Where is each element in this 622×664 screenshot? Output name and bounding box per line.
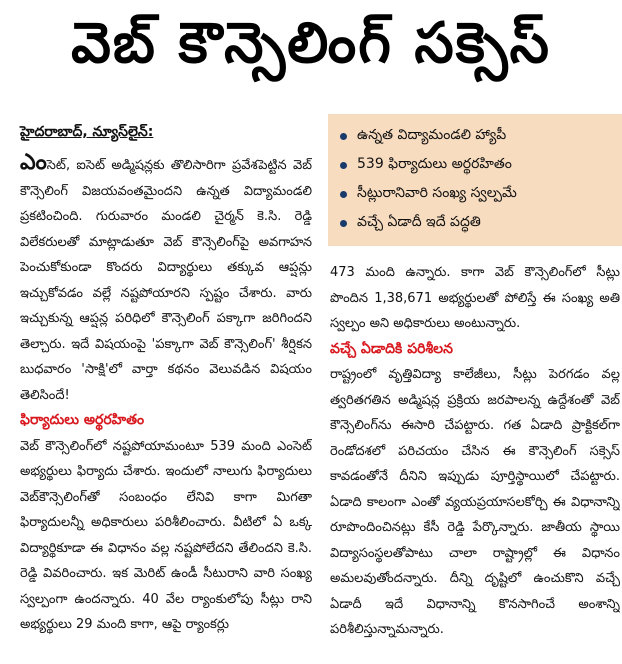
article-paragraph: రాష్ట్రంలో వృత్తివిద్యా కాలేజీలు, సీట్లు పెరగడం వల్ల త్వరితగతిన అడ్మిషన్ల ప్రక్రియ జరపాలన్న ఉద్దేశంతో వెబ్ కౌన్సెలింగ్‌ను ఈసారి చేపట్టారు. గత ఏడాది ప్రాక్టికల్‌గా రెండోదశలో పరిచయం చేసిన ఈ కౌన్సెలింగ్ సక్సెస్ కావడంతోనే దీనిని ఇప్పుడు పూర్తిస్థాయిలో చేపట్టారు. ఏడాది కాలంగా ఎంతో వ్యయప్రయాసలకోర్చి ఈ విధానాన్ని రూపొందించినట్లు కేసీ రెడ్డి పేర్కొన్నారు. జాతీయ స్థాయి విద్యాసంస్థలతోపాటు చాలా రాష్ట్రాల్లో ఈ విధానం అమలవుతోందన్నారు. దీన్ని దృష్టిలో ఉంచుకొని వచ్చే ఏడాదీ ఇదే విధానాన్ని కొనసాగించే అంశాన్ని పరిశీలిస్తున్నామన్నారు. <box>330 367 620 637</box>
highlights-box <box>328 114 622 246</box>
dateline: హైదరాబాద్, న్యూస్‌లైన్: <box>20 124 154 140</box>
right-column <box>330 260 620 664</box>
highlight-text: ఉన్నత విద్యామండలి హ్యాపీ <box>357 127 507 143</box>
bullet-icon <box>340 133 347 140</box>
highlight-item <box>340 122 612 151</box>
headline: వెబ్ కౌన్సెలింగ్ సక్సెస్ <box>71 10 551 76</box>
subheading-next-year: వచ్చే ఏడాదికి పరిశీలన <box>330 340 453 357</box>
highlight-item <box>340 209 612 238</box>
highlight-item <box>340 180 612 209</box>
article-paragraph: ఎంసెట్, ఐసెట్ అడ్మిషన్లకు తొలిసారిగా ప్రవేశపెట్టిన వెబ్ కౌన్సెలింగ్ విజయవంతమైందని ఉన్నత విద్యామండలి ప్రకటించింది. గురువారం మండలి చైర్మన్ కె.సి. రెడ్డి విలేకరులతో మాట్లాడుతూ వెబ్ కౌన్సెలింగ్‌పై అవగాహన పెంచుకోకుండా కొందరు విద్యార్థులు తక్కువ ఆప్షన్లు ఇచ్చుకోవడం వల్లే నష్టపోయారని స్పష్టం చేశారు. వారు ఇచ్చుకున్న ఆప్షన్ల పరిధిలో కౌన్సెలింగ్ పక్కాగా జరిగిందని తెల్చారు. ఇదే విషయంపై 'పక్కాగా వెబ్ కౌన్సెలింగ్' శీర్షికన బుధవారం 'సాక్షి'లో వార్తా కథనం వెలువడిన విషయం తెలిసిందే! <box>20 150 312 403</box>
highlights-list <box>340 122 612 238</box>
bullet-icon <box>340 220 347 227</box>
bullet-icon <box>340 162 347 169</box>
highlight-text: వచ్చే ఏడాదీ ఇదే పద్ధతి <box>357 214 481 230</box>
highlight-text: 539 ఫిర్యాదులు అర్థరహితం <box>357 156 512 172</box>
article-paragraph: 473 మంది ఉన్నారు. కాగా వెబ్ కౌన్సెలింగ్‌లో సీట్లు పొందిన 1,38,671 అభ్యర్థులతో పోలిస్తే ఈ సంఖ్య అతి స్వల్పం అని అధికారులు అంటున్నారు. <box>330 265 620 331</box>
subheading-complaints: ఫిర్యాదులు అర్థరహితం <box>20 412 145 428</box>
highlight-text: సీట్లురానివారి సంఖ్య స్వల్పమే <box>357 185 517 201</box>
highlight-item <box>340 151 612 180</box>
article-paragraph: వెబ్ కౌన్సెలింగ్‌లో నష్టపోయామంటూ 539 మంది ఎంసెట్ అభ్యర్థులు ఫిర్యాదు చేశారు. ఇందులో నాలుగు ఫిర్యాదులు వెబ్‌కౌన్సెలింగ్‌తో సంబంధం లేనివి కాగా మిగతా ఫిర్యాదులన్నీ అధికారులు పరిశీలించారు. వీటిలో ఏ ఒక్క విద్యార్థికూడా ఈ విధానం వల్ల నష్టపోలేదని తేలిందని కె.సి. రెడ్డి వివరించారు. ఇక మెరిట్ ఉండీ సీటురాని వారి సంఖ్య స్వల్పంగా ఉందన్నారు. 40 వేల ర్యాంకులోపు సీట్లు రాని అభ్యర్థులు 29 మంది కాగా, ఆపై ర్యాంకర్లు <box>20 438 312 632</box>
left-column <box>20 150 312 664</box>
bullet-icon <box>340 191 347 198</box>
